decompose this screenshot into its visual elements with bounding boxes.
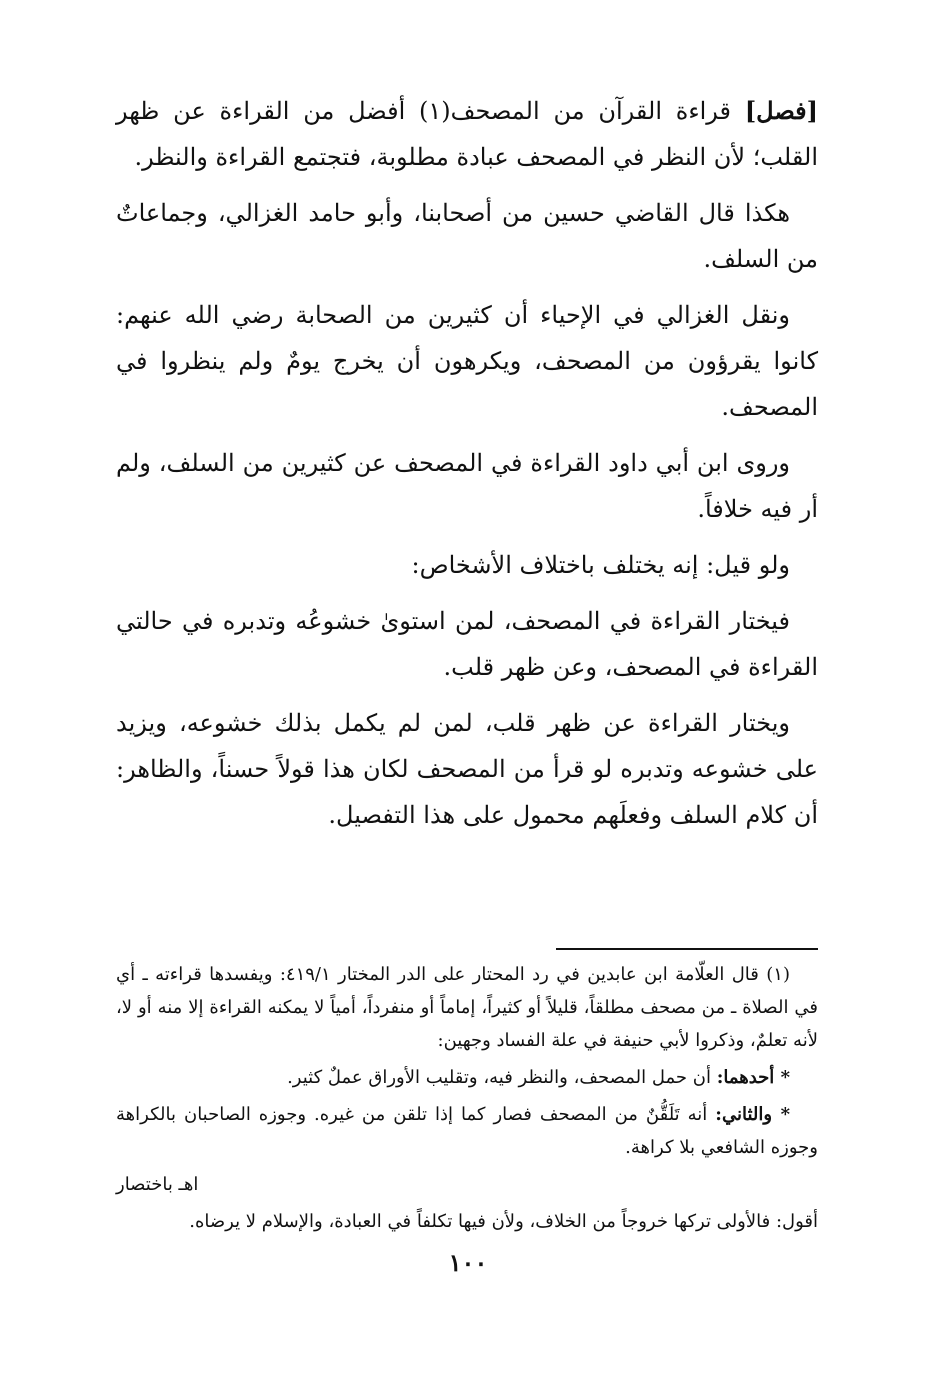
paragraph-4-text: وروى ابن أبي داود القراءة في المصحف عن كثيرين من السلف، ولم أر فيه خلافاً. <box>116 449 818 523</box>
footnote-1 <box>116 958 818 1057</box>
paragraph-5 <box>116 542 818 588</box>
paragraph-3 <box>116 292 818 430</box>
footnote-point-1-text: أن حمل المصحف، والنظر فيه، وتقليب الأوراق عملٌ كثير. <box>287 1067 711 1088</box>
page-number: ١٠٠ <box>448 1248 488 1277</box>
paragraph-1 <box>116 88 818 180</box>
footnote-divider <box>556 948 818 950</box>
footnote-point-1 <box>116 1061 818 1094</box>
footnotes <box>116 958 818 1242</box>
paragraph-1-text: قراءة القرآن من المصحف(١) أفضل من القراءة عن ظهر القلب؛ لأن النظر في المصحف عبادة مطلوبة، فتجتمع القراءة والنظر. <box>116 97 818 171</box>
paragraph-3-text: ونقل الغزالي في الإحياء أن كثيرين من الصحابة رضي الله عنهم: كانوا يقرؤون من المصحف، ويكرهون أن يخرج يومٌ ولم ينظروا في المصحف. <box>116 301 818 421</box>
paragraph-6-text: فيختار القراءة في المصحف، لمن استوىٰ خشوعُه وتدبره في حالتي القراءة في المصحف، وعن ظهر قلب. <box>116 607 818 681</box>
section-heading: [فصل] <box>744 96 818 125</box>
paragraph-4 <box>116 440 818 532</box>
paragraph-7-text: ويختار القراءة عن ظهر قلب، لمن لم يكمل بذلك خشوعه، ويزيد على خشوعه وتدبره لو قرأ من المصحف لكان هذا قولاً حسناً، والظاهر: أن كلام السلف وفعلَهم محمول على هذا التفصيل. <box>116 709 818 829</box>
footnote-1-text: (١) قال العلّامة ابن عابدين في رد المحتار على الدر المختار ٤١٩/١: ويفسدها قراءته ـ أي في الصلاة ـ من مصحف مطلقاً، قليلاً أو كثيراً، إماماً أو منفرداً، أمياً لا يمكنه القراءة إلا منه أو لا، لأنه تعلمٌ، وذكروا لأبي حنيفة في علة الفساد وجهين: <box>116 964 818 1051</box>
paragraph-7 <box>116 700 818 838</box>
main-text <box>116 88 818 1232</box>
footnote-author-comment <box>116 1205 818 1238</box>
footnote-point-2-text: أنه تَلَقُّنٌ من المصحف فصار كما إذا تلقن من غيره. وجوزه الصاحبان بالكراهة وجوزه الشافعي بلا كراهة. <box>116 1104 818 1158</box>
paragraph-2-text: هكذا قال القاضي حسين من أصحابنا، وأبو حامد الغزالي، وجماعاتٌ من السلف. <box>116 199 818 273</box>
footnote-author-comment-text: أقول: فالأولى تركها خروجاً من الخلاف، ولأن فيها تكلفاً في العبادة، والإسلام لا يرضاه. <box>189 1211 818 1232</box>
footnote-point-2-label: * والثاني: <box>715 1104 790 1125</box>
footnote-point-1-label: * أحدهما: <box>716 1067 790 1088</box>
paragraph-5-text: ولو قيل: إنه يختلف باختلاف الأشخاص: <box>411 551 790 579</box>
paragraph-2 <box>116 190 818 282</box>
paragraph-6 <box>116 598 818 690</box>
footnote-point-2 <box>116 1098 818 1164</box>
footnote-abridged-note: اهـ باختصار <box>116 1174 199 1195</box>
